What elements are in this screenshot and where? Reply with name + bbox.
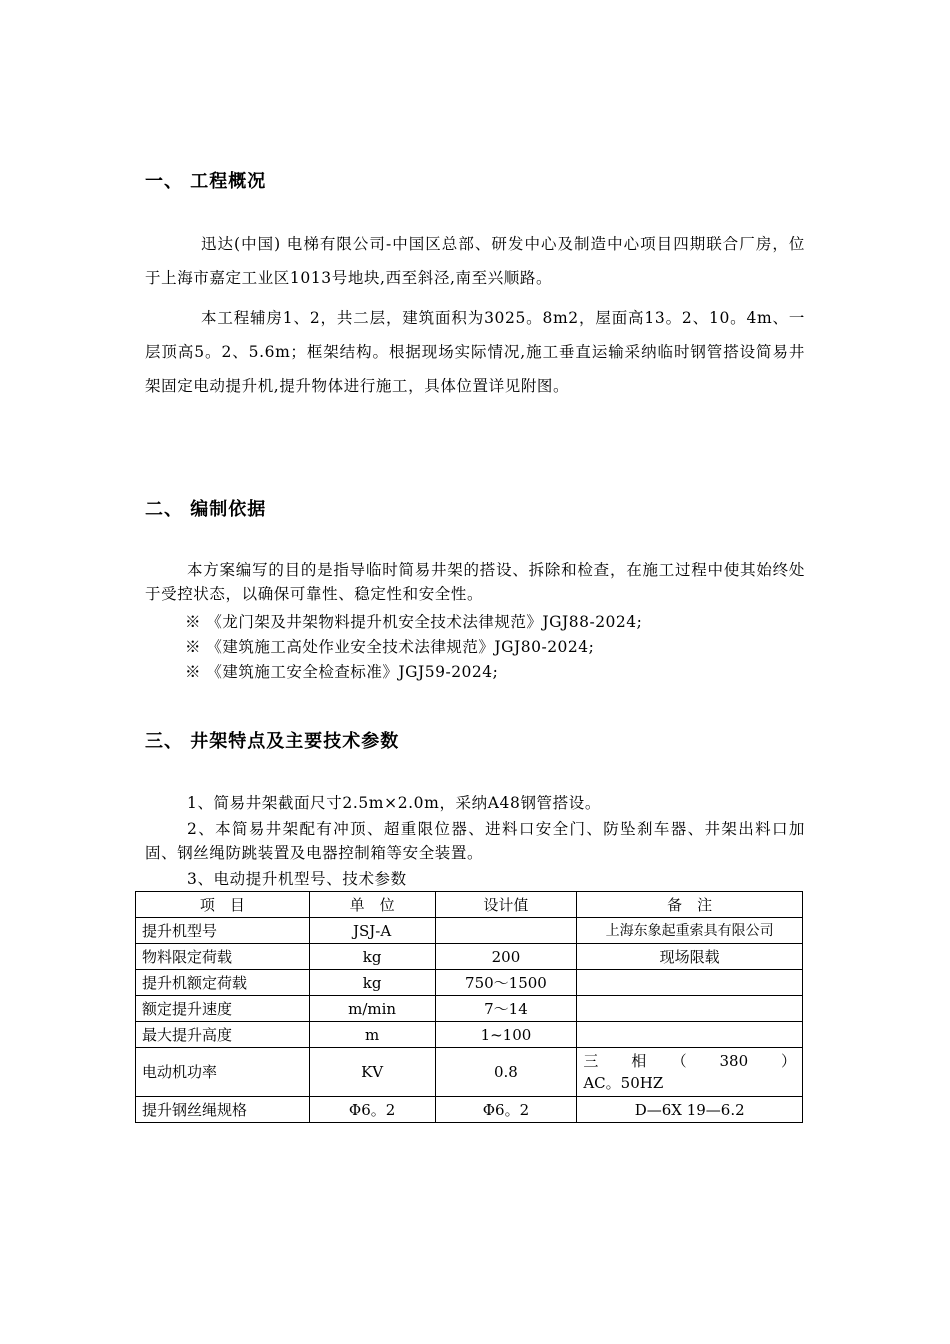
- table-cell: [577, 1022, 803, 1048]
- reference-item: ※ 《建筑施工高处作业安全技术法律规范》JGJ80-2024;: [185, 638, 595, 656]
- spec-item-1: 1、简易井架截面尺寸2.5m×2.0m，采纳A48钢管搭设。: [187, 794, 601, 812]
- table-cell: 最大提升高度: [136, 1022, 310, 1048]
- table-cell: KV: [309, 1048, 435, 1097]
- table-cell: 7～14: [435, 996, 577, 1022]
- basis-paragraph: 本方案编写的目的是指导临时简易井架的搭设、拆除和检查，在施工过程中使其始终处于受控状态，以确保可靠性、稳定性和安全性。: [145, 561, 805, 603]
- table-row: [136, 1022, 803, 1048]
- spec-item-2: 2、本简易井架配有冲顶、超重限位器、进料口安全门、防坠刹车器、井架出料口加固、钢丝绳防跳装置及电器控制箱等安全装置。: [145, 820, 805, 862]
- table-cell: 提升钢丝绳规格: [136, 1097, 310, 1123]
- table-cell: 750～1500: [435, 970, 577, 996]
- table-cell: 提升机额定荷载: [136, 970, 310, 996]
- section-heading-basis: 二、 编制依据: [145, 499, 267, 520]
- table-header-cell: 单 位: [309, 892, 435, 918]
- table-row: [136, 1097, 803, 1123]
- section-heading-specs: 三、 井架特点及主要技术参数: [145, 731, 400, 752]
- table-cell: 额定提升速度: [136, 996, 310, 1022]
- table-cell: Φ6。2: [309, 1097, 435, 1123]
- table-cell: JSJ-A: [309, 918, 435, 944]
- spec-item-3: 3、电动提升机型号、技术参数: [187, 870, 407, 888]
- table-cell: [435, 918, 577, 944]
- power-note-line-1: 三 相 （ 380 ）: [583, 1052, 796, 1070]
- power-note-line-2: AC。50HZ: [583, 1074, 664, 1092]
- table-cell: 电动机功率: [136, 1048, 310, 1097]
- table-row: [136, 918, 803, 944]
- table-row: [136, 1048, 803, 1097]
- table-cell: kg: [309, 970, 435, 996]
- table-cell-power-note: [577, 1048, 803, 1097]
- table-cell: m: [309, 1022, 435, 1048]
- table-row: [136, 996, 803, 1022]
- table-cell: 提升机型号: [136, 918, 310, 944]
- table-cell: 现场限载: [577, 944, 803, 970]
- table-header-cell: 项 目: [136, 892, 310, 918]
- table-cell: 1~100: [435, 1022, 577, 1048]
- reference-item: ※ 《建筑施工安全检查标准》JGJ59-2024;: [185, 663, 499, 681]
- table-cell: [577, 970, 803, 996]
- parameters-table: [135, 891, 803, 1123]
- table-cell: 0.8: [435, 1048, 577, 1097]
- table-cell: 物料限定荷载: [136, 944, 310, 970]
- table-header-row: [136, 892, 803, 918]
- table-cell: 200: [435, 944, 577, 970]
- section-heading-overview: 一、 工程概况: [145, 171, 267, 192]
- table-cell: 上海东象起重索具有限公司: [577, 918, 803, 944]
- table-header-cell: 设计值: [435, 892, 577, 918]
- table-cell: Φ6。2: [435, 1097, 577, 1123]
- table-cell: kg: [309, 944, 435, 970]
- reference-item: ※ 《龙门架及井架物料提升机安全技术法律规范》JGJ88-2024;: [185, 613, 643, 631]
- table-row: [136, 970, 803, 996]
- table-cell: D—6X 19—6.2: [577, 1097, 803, 1123]
- overview-paragraph-2: 本工程辅房1、2，共二层，建筑面积为3025。8m2，屋面高13。2、10。4m、一层顶高5。2、5.6m；框架结构。根据现场实际情况,施工垂直运输采纳临时钢管搭设简易井架固定电动提升机,提升物体进行施工，具体位置详见附图。: [145, 309, 805, 395]
- table-row: [136, 944, 803, 970]
- table-cell: [577, 996, 803, 1022]
- table-cell: m/min: [309, 996, 435, 1022]
- overview-paragraph-1: 迅达(中国) 电梯有限公司-中国区总部、研发中心及制造中心项目四期联合厂房，位于上海市嘉定工业区1013号地块,西至斜泾,南至兴顺路。: [145, 235, 805, 287]
- table-header-cell: 备 注: [577, 892, 803, 918]
